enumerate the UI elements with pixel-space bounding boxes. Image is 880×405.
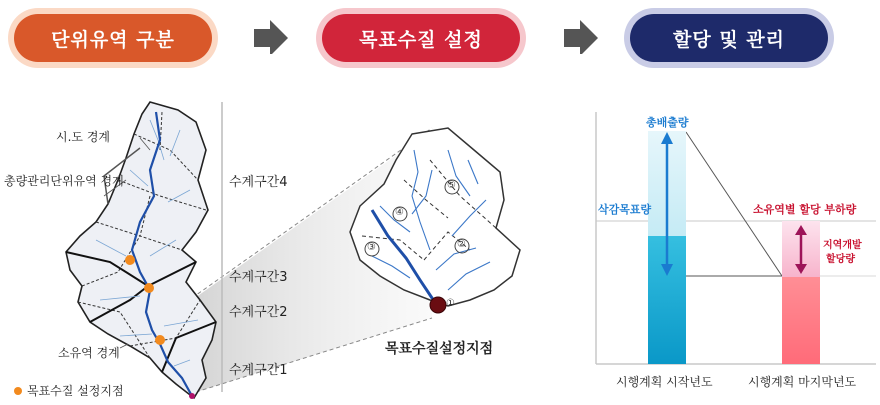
target-point-2 xyxy=(144,283,154,293)
total-discharge-label: 총배출량 xyxy=(646,116,689,129)
target-point-1 xyxy=(125,255,135,265)
step-2-label: 목표수질 설정 xyxy=(359,28,483,51)
sub-watershed-label: 소유역 경계 xyxy=(58,346,120,360)
zoom-num-3: ③ xyxy=(367,242,376,253)
regional-dev-label-1: 지역개발 xyxy=(823,240,862,251)
end-year-label: 시행계획 마지막년도 xyxy=(748,375,857,389)
regional-dev-label-2: 할당량 xyxy=(826,254,855,265)
target-point-3 xyxy=(155,335,165,345)
segment-2-label: 수계구간2 xyxy=(229,305,288,320)
segment-3-label: 수계구간3 xyxy=(229,270,288,285)
zoom-target-point xyxy=(430,297,446,313)
province-boundary-label: 시.도 경계 xyxy=(56,130,110,144)
legend-point-label: 목표수질 설정지점 xyxy=(27,384,124,398)
segment-1-label: 수계구간1 xyxy=(229,363,288,378)
step-1-label: 단위유역 구분 xyxy=(51,28,175,51)
zoom-num-5: ⑤ xyxy=(447,180,456,191)
legend-point-icon xyxy=(14,387,22,395)
reduction-target-label: 삭감목표량 xyxy=(598,203,652,216)
zoom-caption: 목표수질설정지점 xyxy=(385,341,494,357)
sub-alloc-label: 소유역별 할당 부하량 xyxy=(753,203,857,216)
segment-4-label: 수계구간4 xyxy=(229,175,288,190)
zoom-num-2: ② xyxy=(457,239,466,250)
total-load-unit-label: 총량관리단위유역 경계 xyxy=(4,174,124,188)
outlet-point xyxy=(189,393,195,399)
end-year-bar xyxy=(782,277,820,364)
step-3-label: 할당 및 관리 xyxy=(673,28,785,51)
zoom-num-4: ④ xyxy=(395,207,404,218)
zoom-num-1: ① xyxy=(446,298,455,309)
start-year-label: 시행계획 시작년도 xyxy=(616,375,713,389)
